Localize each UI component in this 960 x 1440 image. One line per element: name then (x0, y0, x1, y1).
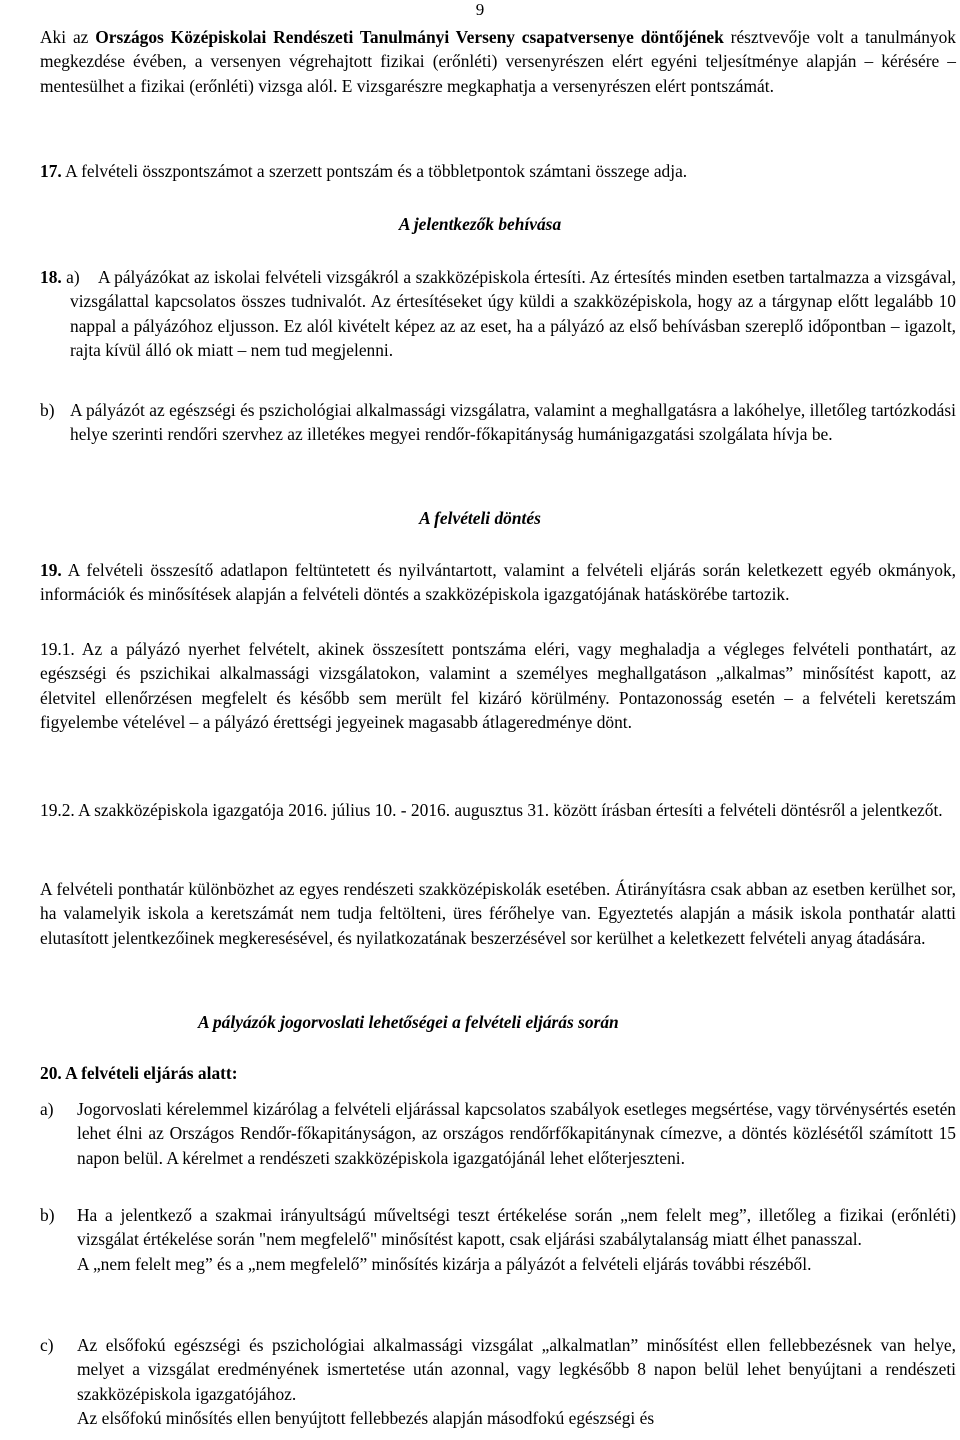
paragraph-20-b-label: b) (40, 1205, 55, 1225)
paragraph-18a (40, 265, 956, 363)
paragraph-20-c-label: c) (40, 1335, 54, 1355)
paragraph-19-1: 19.1. Az a pályázó nyerhet felvételt, akinek összesített pontszáma eléri, vagy meghaladja a végleges felvételi ponthatárt, az egészségi és pszichikai alkalmassági vizsgálatokon, valamint a személyes meghallgatáson „alkalmas” minősítést kapott, az életvitel ellenőrzésen megfelelt és később sem merült fel kizáró körülmény. Pontazonosság esetén – a felvételi keretszám figyelembe vételével – a pályázó érettségi jegyeinek magasabb átlageredménye dönt. (40, 639, 956, 733)
paragraph-20c-text: Az elsőfokú egészségi és pszichológiai alkalmassági vizsgálat „alkalmatlan” minősítést ellen fellebbezésnek van helye, melyet a vizsgálat eredményének ismertetése után azonnal, vagy legkésőbb 8 napon belül lehet benyújtani a rendészeti szakközépiskola igazgatójához. (77, 1335, 956, 1404)
paragraph-20c (40, 1333, 956, 1431)
paragraph-18a-text: A pályázókat az iskolai felvételi vizsgákról a szakközépiskola értesíti. Az értesítés minden esetben tartalmazza a vizsgával, vizsgálattal kapcsolatos összes tudnivalót. Az értesítéseket úgy küldi a szakközépiskola, hogy az a tárgynap előtt legalább 10 nappal a pályázóhoz eljusson. Ez alól kivételt képez az az eset, ha a pályázó az első behívásban szereplő időpontban – igazolt, rajta kívül álló ok miatt – nem tud megjelenni. (70, 267, 956, 361)
paragraph-17 (40, 159, 956, 183)
paragraph-20-heading: 20. A felvételi eljárás alatt: (40, 1063, 238, 1083)
paragraph-20-a-label: a) (40, 1099, 54, 1119)
paragraph-19-text: A felvételi összesítő adatlapon feltüntetett és nyilvántartott, valamint a felvételi eljárás során keletkezett egyéb okmányok, információk és minősítések alapján a felvételi döntés a szakközépiskola igazgatójának hatáskörébe tartozik. (40, 560, 956, 605)
paragraph-19 (40, 558, 956, 607)
paragraph-20b-text-2: A „nem felelt meg” és a „nem megfelelő” minősítés kizárja a pályázót a felvételi eljárás további részéből. (77, 1253, 812, 1274)
intro-text-1: Aki az (40, 27, 96, 47)
paragraph-number-19: 19. (40, 560, 62, 580)
paragraph-20b (40, 1203, 956, 1276)
heading-applicants-summons: A jelentkezők behívása (398, 214, 562, 234)
paragraph-20b-text: Ha a jelentkező a szakmai irányultságú műveltségi teszt értékelése során „nem felelt meg”, illetőleg a fizikai (erőnléti) vizsgálat értékelése során "nem megfelelő" minősítést kapott, csak eljárási szabálytalanság miatt élhet panasszal. (77, 1205, 956, 1250)
paragraph-18b-text: A pályázót az egészségi és pszichológiai alkalmassági vizsgálatra, valamint a meghallgatásra a lakóhelye, illetőleg tartózkodási helye szerinti rendőri szervhez az illetékes megyei rendőr-főkapitányság humánigazgatási szolgálata hívja be. (70, 400, 956, 445)
intro-paragraph (40, 25, 956, 98)
paragraph-18b (40, 398, 956, 447)
intro-text-2: résztvevője volt a tanulmányok megkezdése évében, a versenyen végrehajtott fizikai (erőnléti) versenyrészen elért egyéni teljesítménye alapján – kérésére – mentesülhet a fizikai (erőnléti) vizsga alól. E vizsgarészre megkaphatja a versenyrészen elért pontszámát. (40, 27, 956, 96)
paragraph-20a (40, 1097, 956, 1170)
paragraph-19-2: 19.2. A szakközépiskola igazgatója 2016. július 10. - 2016. augusztus 31. között írásban értesíti a felvételi döntésről a jelentkezőt. (40, 800, 943, 820)
paragraph-20a-text: Jogorvoslati kérelemmel kizárólag a felvételi eljárással kapcsolatos szabályok esetleges megsértése, vagy törvénysértés esetén lehet élni az Országos Rendőr-főkapitányságon, az országos rendőrfőkapitánynak címezve, a döntés közlésétől számított 15 napon belül. A kérelmet a rendészeti szakközépiskola igazgatójánál lehet előterjeszteni. (77, 1099, 956, 1168)
intro-bold-text: Országos Középiskolai Rendészeti Tanulmányi Verseny csapatversenye döntőjének (95, 27, 724, 47)
heading-legal-remedies: A pályázók jogorvoslati lehetőségei a felvételi eljárás során (198, 1012, 619, 1032)
paragraph-20c-text-2: Az elsőfokú minősítés ellen benyújtott fellebbezés alapján másodfokú egészségi és (77, 1408, 655, 1429)
paragraph-18-a-label: 18. a) (40, 267, 80, 287)
paragraph-18-b-label: b) (40, 400, 55, 420)
page-number: 9 (475, 0, 485, 19)
paragraph-17-text: A felvételi összpontszámot a szerzett pontszám és a többletpontok számtani összege adja. (61, 161, 688, 181)
paragraph-threshold: A felvételi ponthatár különbözhet az egyes rendészeti szakközépiskolák esetében. Átirányításra csak abban az esetben kerülhet sor, ha valamelyik iskola a keretszámát nem tudja feltölteni, üres férőhelye van. Egyeztetés alapján a másik iskola ponthatár alatti elutasított jelentkezőinek megkeresésével, és nyilatkozatának beszerzésével sor kerülhet a keletkezett felvételi anyag átadására. (40, 879, 956, 948)
heading-admission-decision: A felvételi döntés (419, 508, 541, 528)
paragraph-number-17: 17. (40, 161, 62, 181)
